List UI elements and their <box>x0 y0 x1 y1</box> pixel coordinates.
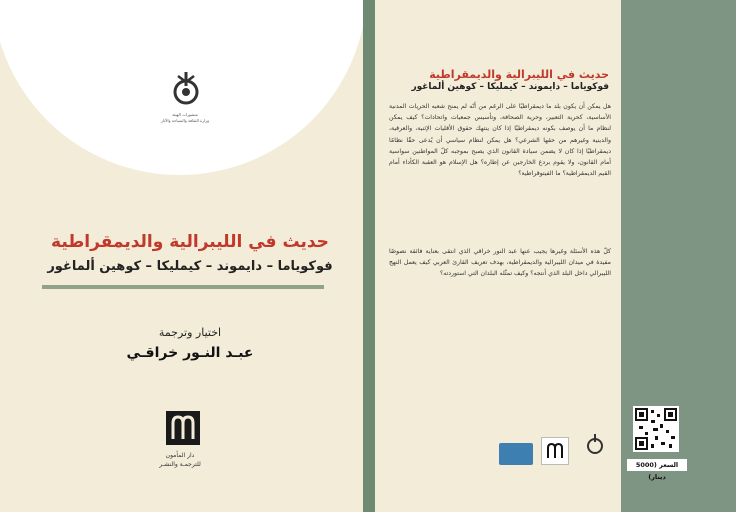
book-spine <box>363 0 375 512</box>
back-cover <box>375 0 621 512</box>
ministry-logo-icon <box>166 70 206 110</box>
back-authors: فوكوياما – دايموند – كيمليكا – كوهين ألماغور <box>411 82 609 92</box>
publisher-name: دار المأمون <box>165 452 195 459</box>
blurb-paragraph-1: هل يمكن أن يكون بلد ما ديمقراطيًا على الرغم من أنّه لم يمنح شعبه الحريات المدنية الأساسية، كحرية التعبير، وحرية الصحافة، وتأسيس جمعيات واتحادات؟ كيف يمكن لنظام ما أن يوصف بكونه ديمقراطيًا إذا كان ينتهك حقوق الأقليات الإثنية، والعرقية، والدينية وغيرهم من حقها الشرعي؟ هل يمكن لنظام سياسي أن يُدعى حقًا نظامًا ديمقراطيًا إذا كان لا يضمن سيادة القانون الذي يصبح بموجبه كلّ المواطنين سواسية أمام القانون، ولا يقوم بردع الخارجين عن إطاره؟ هل الإسلام هو العقبة الكأداء أمام القيم الديمقراطية؟ ما الفيتوقراطية؟ <box>389 103 611 178</box>
book-title: حديث في الليبرالية والديمقراطية <box>51 232 329 252</box>
qr-code-icon <box>633 406 679 452</box>
selection-label: اختيار وترجمة <box>158 326 222 339</box>
partner-logo-icon <box>499 443 533 465</box>
blurb-paragraph-2: كلّ هذه الأسئلة وغيرها يجيب عنها عبد النور خراقي الذي انتقى بعناية فائقة نصوصًا مفيدة في ميدان الليبرالية والديمقراطية، بهدف تعريف القارئ العربي كيف يعمل النهج الليبرالي داخل البلد الذي أنتجه؟ وكيف تمثّله البلدان التي استوردته؟ <box>389 248 611 278</box>
price-label: السعر (5000 دينار) <box>627 459 687 471</box>
title-divider <box>42 285 324 289</box>
back-title: حديث في الليبرالية والديمقراطية <box>429 68 609 81</box>
logo-caption-top: منشورات الهيئة <box>172 112 198 117</box>
ministry-logo-small-icon <box>582 432 608 458</box>
translator-name: عبـد النـور خراقـي <box>126 345 254 361</box>
outer-flap <box>621 0 736 512</box>
book-authors: فوكوياما – دايموند – كيمليكا – كوهين ألماغور <box>47 259 333 274</box>
publisher-tagline: للترجمـة والنشـر <box>159 461 201 468</box>
publisher-logo-small-icon <box>541 437 569 465</box>
publisher-logo-icon <box>164 409 202 447</box>
logo-caption-bottom: وزارة الثقافة والسياحة والآثار <box>160 118 210 123</box>
front-cover <box>0 0 363 512</box>
